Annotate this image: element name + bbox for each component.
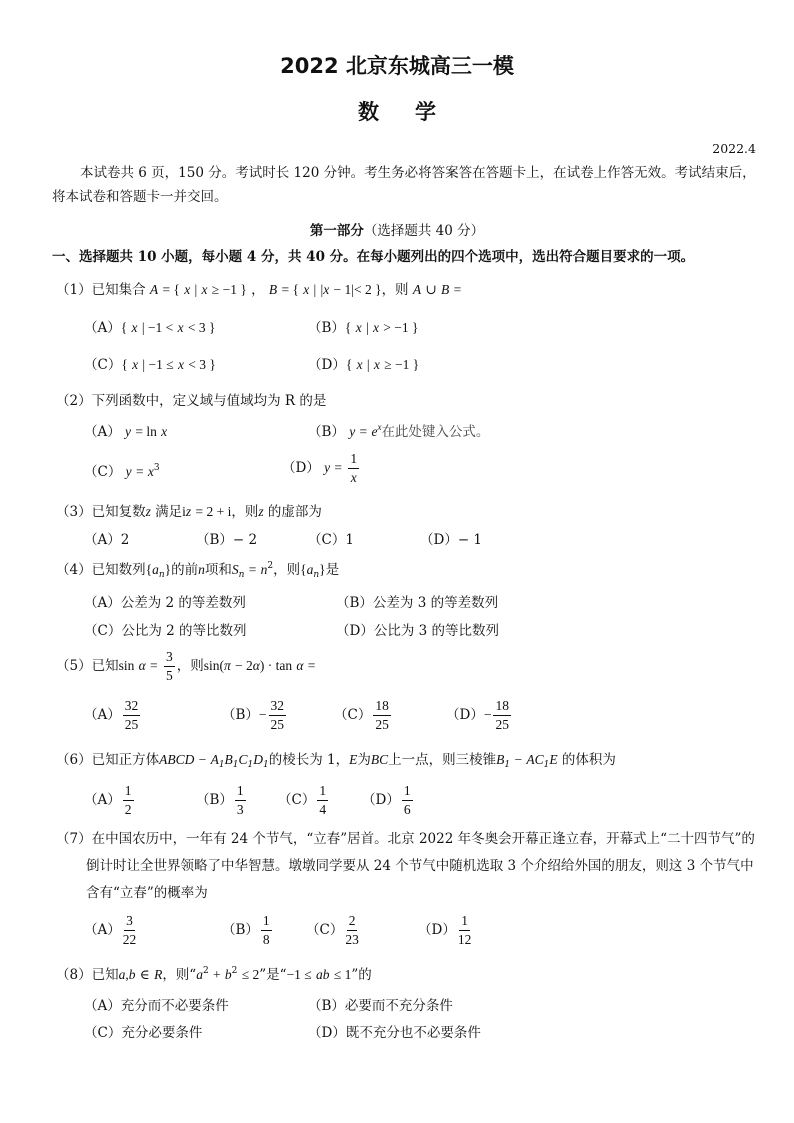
question-number: （2） bbox=[56, 393, 92, 409]
question-number: （3） bbox=[56, 504, 92, 520]
question-stem-cont: ，则 bbox=[381, 282, 409, 298]
option-6c[interactable]: （C） $\frac{1}{4}$ bbox=[278, 783, 327, 817]
option-5d[interactable]: （D）− $\frac{18}{25}$ bbox=[446, 698, 509, 732]
question-number: （8） bbox=[56, 967, 92, 983]
option-2a[interactable]: （A） y = ln x bbox=[84, 424, 168, 440]
option-6a[interactable]: （A） $\frac{1}{2}$ bbox=[84, 783, 132, 817]
part-heading: 一、选择题共 10 小题，每小题 4 分，共 40 分。在每小题列出的四个选项中，选出符合题目要求的一项。 bbox=[52, 249, 695, 265]
question-7 bbox=[56, 826, 756, 907]
option-1b[interactable]: （B）{ x | x > −1 } bbox=[308, 320, 419, 336]
option-5b[interactable]: （B）− $\frac{32}{25}$ bbox=[222, 698, 285, 732]
question-stem: 在中国农历中，一年有 24 个节气，“立春”居首。北京 2022 年冬奥会开幕正逢立春，开幕式上“二十四节气”的倒计时让全世界领略了中华智慧。墩墩同学要从 24 个节气中随机选取 3 个介绍给外国的朋友，则这 3 个节气中含有“立春”的概率为 bbox=[86, 831, 755, 901]
option-3c[interactable]: （C）1 bbox=[308, 532, 354, 548]
option-3a[interactable]: （A）2 bbox=[84, 532, 130, 548]
option-1a[interactable]: （A）{ x | −1 < x < 3 } bbox=[84, 320, 216, 336]
question-8: （8）已知a,b ∈ R，则“$a^2 + b^2 \le 2$”是“−1 ≤ ab ≤ 1”的 bbox=[56, 966, 372, 983]
option-7d[interactable]: （D） $\frac{1}{12}$ bbox=[418, 913, 472, 947]
option-5c[interactable]: （C） $\frac{18}{25}$ bbox=[334, 698, 389, 732]
question-stem: 已知集合 bbox=[91, 282, 146, 298]
section-note: （选择题共 40 分） bbox=[363, 223, 485, 239]
option-4b[interactable]: （B）公差为 3 的等差数列 bbox=[336, 595, 499, 611]
option-8b[interactable]: （B）必要而不充分条件 bbox=[308, 998, 453, 1014]
option-3d[interactable]: （D）− 1 bbox=[420, 532, 483, 548]
exam-date: 2022.4 bbox=[712, 141, 756, 156]
section-title bbox=[0, 219, 794, 239]
section-name: 第一部分 bbox=[309, 223, 364, 239]
subject-title: 数学 bbox=[358, 100, 472, 124]
option-1d[interactable]: （D）{ x | x ≥ −1 } bbox=[308, 357, 420, 373]
question-3: （3）已知复数z 满足iz = 2 + i，则z 的虚部为 bbox=[56, 504, 322, 520]
question-number: （5） bbox=[56, 658, 92, 674]
option-2b[interactable]: （B） $y = e^x$在此处键入公式。 bbox=[308, 422, 490, 440]
option-8a[interactable]: （A）充分而不必要条件 bbox=[84, 998, 229, 1014]
option-2d[interactable]: （D） y = $\frac{1}{x}$ bbox=[282, 451, 358, 485]
option-1c[interactable]: （C）{ x | −1 ≤ x < 3 } bbox=[84, 357, 216, 373]
option-6b[interactable]: （B） $\frac{1}{3}$ bbox=[196, 783, 244, 817]
question-1: （1）已知集合 A = { x | x ≥ −1 } ， B = { x | |x − 1|< 2 }，则 A ∪ B = bbox=[56, 282, 462, 298]
question-2 bbox=[56, 389, 326, 409]
option-4a[interactable]: （A）公差为 2 的等差数列 bbox=[84, 595, 246, 611]
placeholder-note: 在此处键入公式。 bbox=[381, 424, 490, 440]
option-8c[interactable]: （C）充分必要条件 bbox=[84, 1025, 203, 1041]
question-6: （6）已知正方体ABCD − $A_1B_1C_1D_1$的棱长为 1，E为BC上一点，则三棱锥$B_1 - AC_1E$ 的体积为 bbox=[56, 752, 616, 770]
option-7b[interactable]: （B） $\frac{1}{8}$ bbox=[222, 913, 270, 947]
option-6d[interactable]: （D） $\frac{1}{6}$ bbox=[362, 783, 411, 817]
question-stem: 下列函数中，定义域与值域均为 R 的是 bbox=[91, 393, 327, 409]
exam-title: 2022 北京东城高三一模 bbox=[280, 54, 514, 78]
option-5a[interactable]: （A） $\frac{32}{25}$ bbox=[84, 698, 139, 732]
question-number: （6） bbox=[56, 752, 92, 768]
option-7c[interactable]: （C） $\frac{2}{23}$ bbox=[306, 913, 359, 947]
option-4d[interactable]: （D）公比为 3 的等比数列 bbox=[336, 623, 499, 639]
instructions: 本试卷共 6 页，150 分。考试时长 120 分钟。考生务必将答案答在答题卡上，在试卷上作答无效。考试结束后，将本试卷和答题卡一并交回。 bbox=[52, 165, 756, 205]
question-number: （7） bbox=[56, 831, 92, 847]
option-3b[interactable]: （B）− 2 bbox=[196, 532, 258, 548]
option-4c[interactable]: （C）公比为 2 的等比数列 bbox=[84, 623, 247, 639]
question-4: （4）已知数列$\{a_n\}$的前n项和$S_n = n^2$，则$\{a_n\}$是 bbox=[56, 561, 340, 580]
question-5: （5）已知sin α = $\frac{3}{5}$ ，则sin(π − 2α) · tan α = bbox=[56, 649, 316, 683]
option-7a[interactable]: （A） $\frac{3}{22}$ bbox=[84, 913, 137, 947]
option-2c[interactable]: （C） $y = x^3$ bbox=[84, 463, 160, 480]
question-number: （1） bbox=[56, 282, 92, 298]
question-number: （4） bbox=[56, 562, 92, 578]
option-8d[interactable]: （D）既不充分也不必要条件 bbox=[308, 1025, 481, 1041]
